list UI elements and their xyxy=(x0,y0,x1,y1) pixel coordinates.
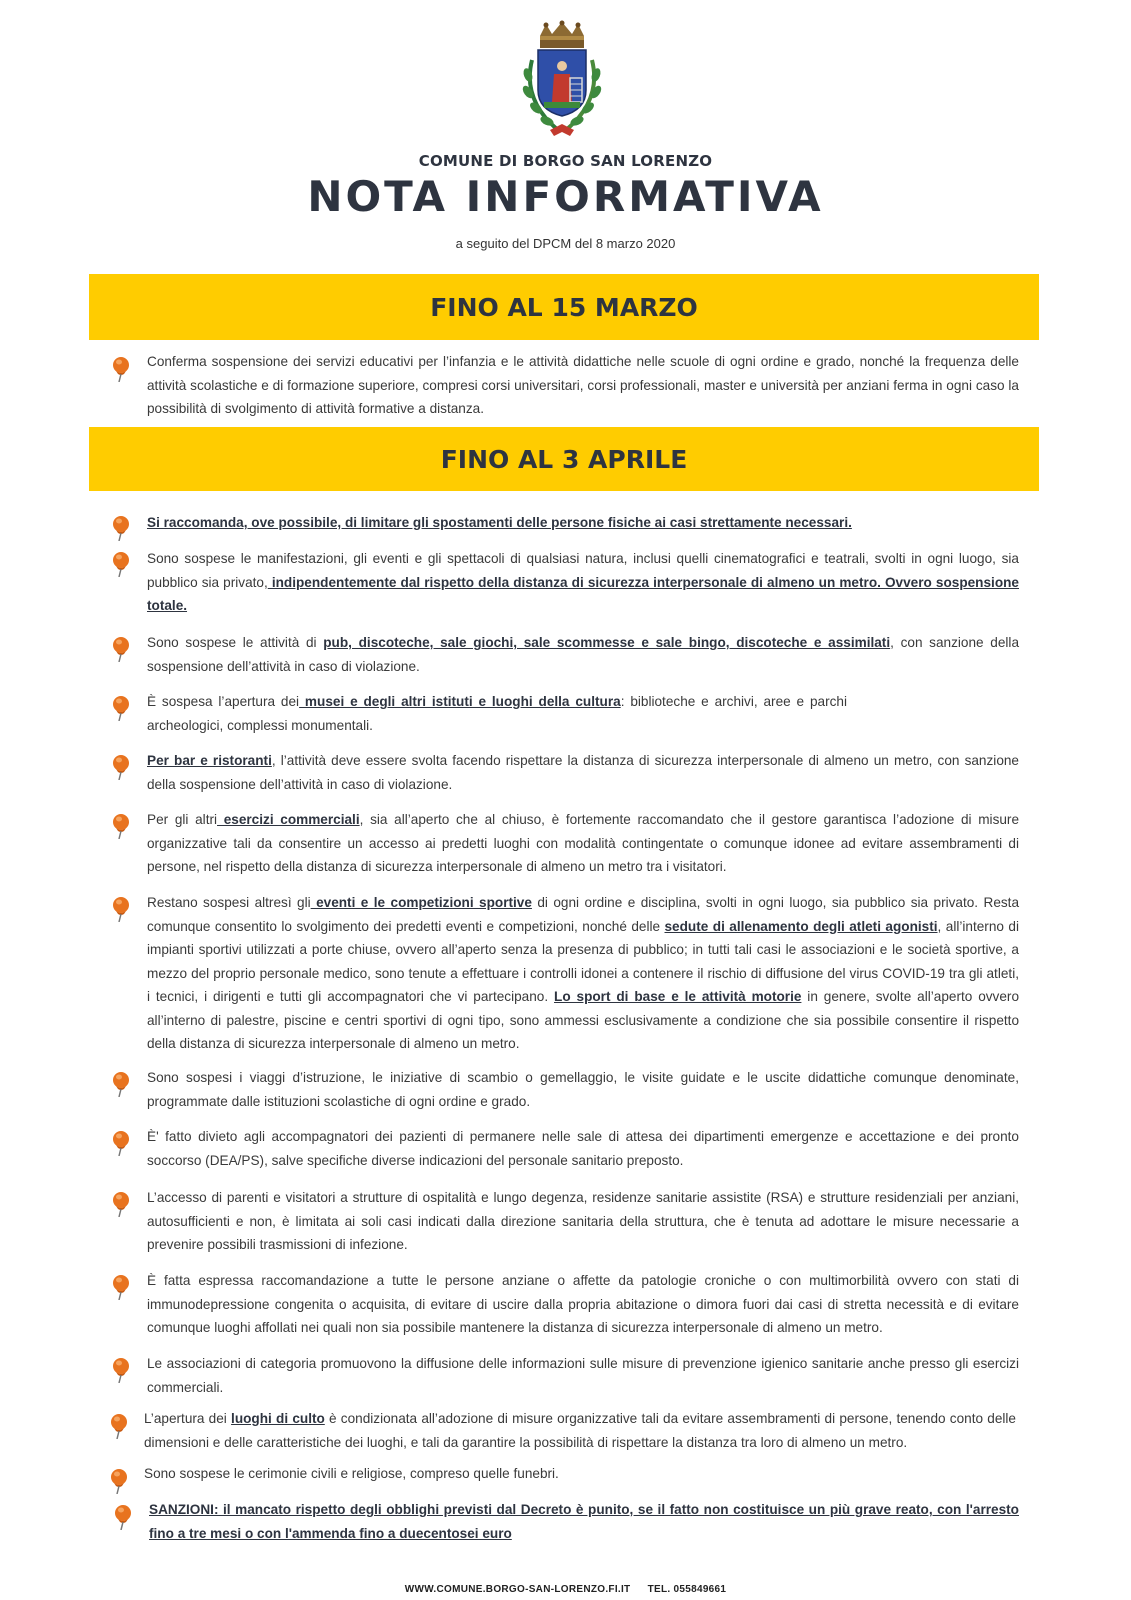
footer xyxy=(0,1584,1131,1595)
list-item: Le associazioni di categoria promuovono la diffusione delle informazioni sulle misure di prevenzione igienico sanitarie anche presso gli esercizi commerciali. xyxy=(147,1356,1019,1395)
page-title: NOTA INFORMATIVA xyxy=(307,172,824,221)
pushpin-icon xyxy=(111,356,131,382)
pushpin-icon xyxy=(111,636,131,662)
pushpin-icon xyxy=(111,551,131,577)
list-item: È' fatto divieto agli accompagnatori dei pazienti di permanere nelle sale di attesa dei dipartimenti emergenze e accettazione e dei pronto soccorso (DEA/PS), salve specifiche diverse indicazioni del personale sanitario preposto. xyxy=(147,1129,1019,1168)
section-heading-text: FINO AL 15 MARZO xyxy=(430,292,698,322)
list-item: È fatta espressa raccomandazione a tutte le persone anziane o affette da patologie croniche o con multimorbilità ovvero con stati di immunodepressione congenita o acquisita, di evitare di uscire dalla propria abitazione o dimora fuori dai casi di stretta necessità e di evitare comunque luoghi affollati nei quali non sia possibile mantenere la distanza di sicurezza interpersonale di almeno un metro. xyxy=(147,1273,1019,1335)
section-heading-text: FINO AL 3 APRILE xyxy=(440,444,688,474)
list-item: Sono sospese le attività di pub, discoteche, sale giochi, sale scommesse e sale bingo, discoteche e assimilati, con sanzione della sospensione dell’attività in caso di violazione. xyxy=(147,635,1020,674)
pushpin-icon xyxy=(111,695,131,721)
pushpin-icon xyxy=(111,1357,131,1383)
pushpin-icon xyxy=(111,1191,131,1217)
list-item: L’accesso di parenti e visitatori a strutture di ospitalità e lungo degenza, residenze sanitarie assistite (RSA) e strutture residenziali per anziani, autosufficienti e non, è limitata ai soli casi indicati dalla direzione sanitaria della struttura, che è tenuta ad adottare le misure necessarie a prevenire possibili trasmissioni di infezione. xyxy=(147,1190,1019,1252)
list-item: Si raccomanda, ove possibile, di limitare gli spostamenti delle persone fisiche ai casi strettamente necessari. xyxy=(147,515,852,530)
list-item: L’apertura dei luoghi di culto è condizionata all’adozione di misure organizzative tali da evitare assembramenti di persone, tenendo conto delle dimensioni e delle caratteristiche dei luoghi, e tali da garantire la possibilità di rispettare la distanza tra loro di almeno un metro. xyxy=(144,1411,1016,1450)
list-item: Restano sospesi altresì gli eventi e le competizioni sportive di ogni ordine e disciplina, svolti in ogni luogo, sia pubblico sia privato. Resta comunque consentito lo svolgimento dei predetti eventi e competizioni, nonché delle sedute di allenamento degli atleti agonisti, all’interno di impianti sportivi utilizzati a porte chiuse, ovvero all’aperto senza la presenza di pubblico; in tutti tali casi le associazioni e le società sportive, a mezzo del proprio personale medico, sono tenute a effettuare i controlli idonei a contenere il rischio di diffusione del virus COVID-19 tra gli atleti, i tecnici, i dirigenti e tutti gli accompagnatori che vi partecipano. Lo sport di base e le attività motorie in genere, svolte all’aperto ovvero all’interno di palestre, piscine e centri sportivi di ogni tipo, sono ammessi esclusivamente a condizione che sia possibile consentire il rispetto della distanza di sicurezza interpersonale di almeno un metro. xyxy=(147,895,1020,1051)
pushpin-icon xyxy=(111,896,131,922)
pushpin-icon xyxy=(109,1468,129,1494)
list-item: Sono sospese le manifestazioni, gli eventi e gli spettacoli di qualsiasi natura, inclusi quelli cinematografici e teatrali, svolti in ogni luogo, sia pubblico sia privato, indipendentemente dal rispetto della distanza di sicurezza interpersonale di almeno un metro. Ovvero sospensione totale. xyxy=(147,551,1019,613)
footer-phone: TEL. 055849661 xyxy=(647,1584,727,1595)
crest-emblem xyxy=(514,20,610,140)
list-item: Per gli altri esercizi commerciali, sia all’aperto che al chiuso, è fortemente raccomandato che il gestore garantisca l’adozione di misure organizzative tali da consentire un accesso ai predetti luoghi con modalità contingentate o comunque idonee ad evitare assembramenti di persone, nel rispetto della distanza di sicurezza interpersonale di almeno un metro tra i visitatori. xyxy=(147,812,1020,874)
section-heading-15-marzo xyxy=(89,274,1039,340)
list-item: Conferma sospensione dei servizi educativi per l’infanzia e le attività didattiche nelle scuole di ogni ordine e grado, nonché la frequenza delle attività scolastiche e di formazione superiore, compresi corsi universitari, corsi professionali, master e università per anziani ferma in ogni caso la possibilità di svolgimento di attività formative a distanza. xyxy=(147,354,1019,416)
pushpin-icon xyxy=(111,813,131,839)
sanctions-note: SANZIONI: il mancato rispetto degli obblighi previsti dal Decreto è punito, se il fatto non costituisce un più grave reato, con l'arresto fino a tre mesi o con l'ammenda fino a duecentosei euro xyxy=(149,1502,1019,1541)
footer-website: WWW.COMUNE.BORGO-SAN-LORENZO.FI.IT xyxy=(404,1584,631,1595)
pushpin-icon xyxy=(111,1274,131,1300)
list-item: Per bar e ristoranti, l’attività deve essere svolta facendo rispettare la distanza di sicurezza interpersonale di almeno un metro, con sanzione della sospensione dell’attività in caso di violazione. xyxy=(147,753,1019,792)
list-item: Sono sospese le cerimonie civili e religiose, compreso quelle funebri. xyxy=(144,1466,559,1481)
pushpin-icon xyxy=(111,754,131,780)
municipality-name: COMUNE DI BORGO SAN LORENZO xyxy=(418,152,713,170)
pushpin-icon xyxy=(111,1071,131,1097)
pushpin-icon xyxy=(111,1130,131,1156)
list-item: Sono sospesi i viaggi d’istruzione, le iniziative di scambio o gemellaggio, le visite guidate e le uscite didattiche comunque denominate, programmate dalle istituzioni scolastiche di ogni ordine e grado. xyxy=(147,1070,1019,1109)
section-heading-3-aprile xyxy=(89,427,1039,491)
list-item: È sospesa l’apertura dei musei e degli altri istituti e luoghi della cultura: biblioteche e archivi, aree e parchi archeologici, complessi monumentali. xyxy=(147,694,847,733)
page-subtitle: a seguito del DPCM del 8 marzo 2020 xyxy=(455,236,676,251)
pushpin-icon xyxy=(109,1413,129,1439)
pushpin-icon xyxy=(111,515,131,541)
pushpin-icon xyxy=(113,1504,133,1530)
